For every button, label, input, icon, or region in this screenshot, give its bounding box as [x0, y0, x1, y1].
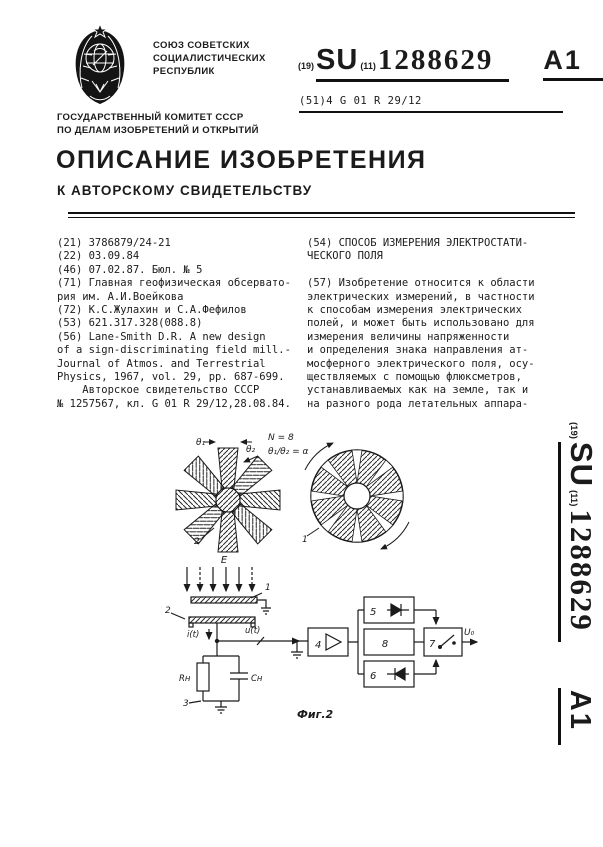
field-label: E [220, 555, 228, 566]
plate1-ref-label: 1 [265, 583, 271, 593]
output-label: U₀ [464, 628, 475, 638]
code-11-label: (11) [360, 61, 376, 71]
sidebar-code-11: (11) [568, 489, 579, 507]
sector-disk [305, 443, 409, 549]
sidebar-code-19: (19) [568, 422, 579, 439]
sidebar-kind-code: A1 [558, 688, 596, 745]
ipc-classification: (51)4 G 01 R 29/12 [299, 95, 563, 113]
sidebar-document-number: 1288629 [564, 509, 599, 632]
pos-detector-ref-label: 5 [370, 607, 377, 618]
resistor-label: Rн [179, 674, 191, 684]
ratio-equation: θ₁/θ₂ = α [268, 447, 309, 457]
abstract-column: (54) СПОСОБ ИЗМЕРЕНИЯ ЭЛЕКТРОСТАТИ- ЧЕСКОГО ПОЛЯ (57) Изобретение относится к области электрических измерений, в частности к способам измерения электрических полей, и может быть использовано для измерения величины напряженности и определения знака направления ат- мосферного электрического поля, осу- ществляемых с помощью флюксметров, устанавливаемых как на земле, так и на разного рода летательных аппара- [307, 237, 535, 410]
publication-number-row [296, 44, 603, 82]
document-number: 1288629 [377, 44, 494, 76]
ussr-emblem [68, 18, 132, 115]
plate2-ref-label: 2 [165, 606, 171, 616]
header-divider [68, 212, 575, 218]
document-title: ОПИСАНИЕ ИЗОБРЕТЕНИЯ [56, 146, 427, 174]
document-subtitle: К АВТОРСКОМУ СВИДЕТЕЛЬСТВУ [57, 183, 313, 198]
rc-ref-label: 3 [183, 699, 189, 709]
filter-ref-label: 8 [381, 639, 389, 650]
publication-number-group [316, 44, 509, 82]
switch-ref-label: 7 [429, 639, 436, 650]
ussr-emblem-drawing [68, 18, 132, 115]
amp-ref-label: 4 [315, 640, 322, 651]
theta1-label: θ₁ [196, 438, 206, 448]
blade-count-equation: N = 8 [268, 433, 294, 443]
rotor-ref-label: 2 [194, 537, 200, 547]
committee-name: ГОСУДАРСТВЕННЫЙ КОМИТЕТ СССР ПО ДЕЛАМ ИЗОБРЕТЕНИЙ И ОТКРЫТИЙ [57, 112, 259, 136]
sidebar-number-group [558, 442, 599, 642]
figure-rotors [150, 428, 440, 563]
sidebar-country-code: SU [564, 441, 599, 487]
current-label: i(t) [187, 630, 200, 640]
figure-circuit [145, 553, 480, 725]
country-code: SU [316, 44, 359, 76]
sidebar-publication-number [558, 419, 599, 745]
neg-detector-ref-label: 6 [370, 671, 377, 682]
disk-ref-label: 1 [302, 535, 308, 545]
voltage-label: u(t) [245, 626, 261, 636]
kind-code: A1 [543, 45, 603, 81]
capacitor-label: Cн [251, 674, 263, 684]
country-name: СОЮЗ СОВЕТСКИХ СОЦИАЛИСТИЧЕСКИХ РЕСПУБЛИК [153, 40, 266, 77]
theta2-label: θ₂ [246, 445, 256, 455]
star-rotor [176, 442, 280, 552]
figure-caption: Фиг.2 [297, 708, 334, 721]
bibliographic-column: (21) 3786879/24-21 (22) 03.09.84 (46) 07.02.87. Бюл. № 5 (71) Главная геофизическая обсервато- рия им. А.И.Воейкова (72) К.С.Жулахин и С.А.Фефилов (53) 621.317.328(088.8) (56) Lane-Smith D.R. A new design of a sign-discriminating field mill.- Journal of Atmos. and Terrestrial Physics, 1967, vol. 29, pp. 687-699. Авторское свидетельство СССР № 1257567, кл. G 01 R 29/12,28.08.84. [57, 237, 291, 410]
code-19-label: (19) [298, 61, 315, 71]
